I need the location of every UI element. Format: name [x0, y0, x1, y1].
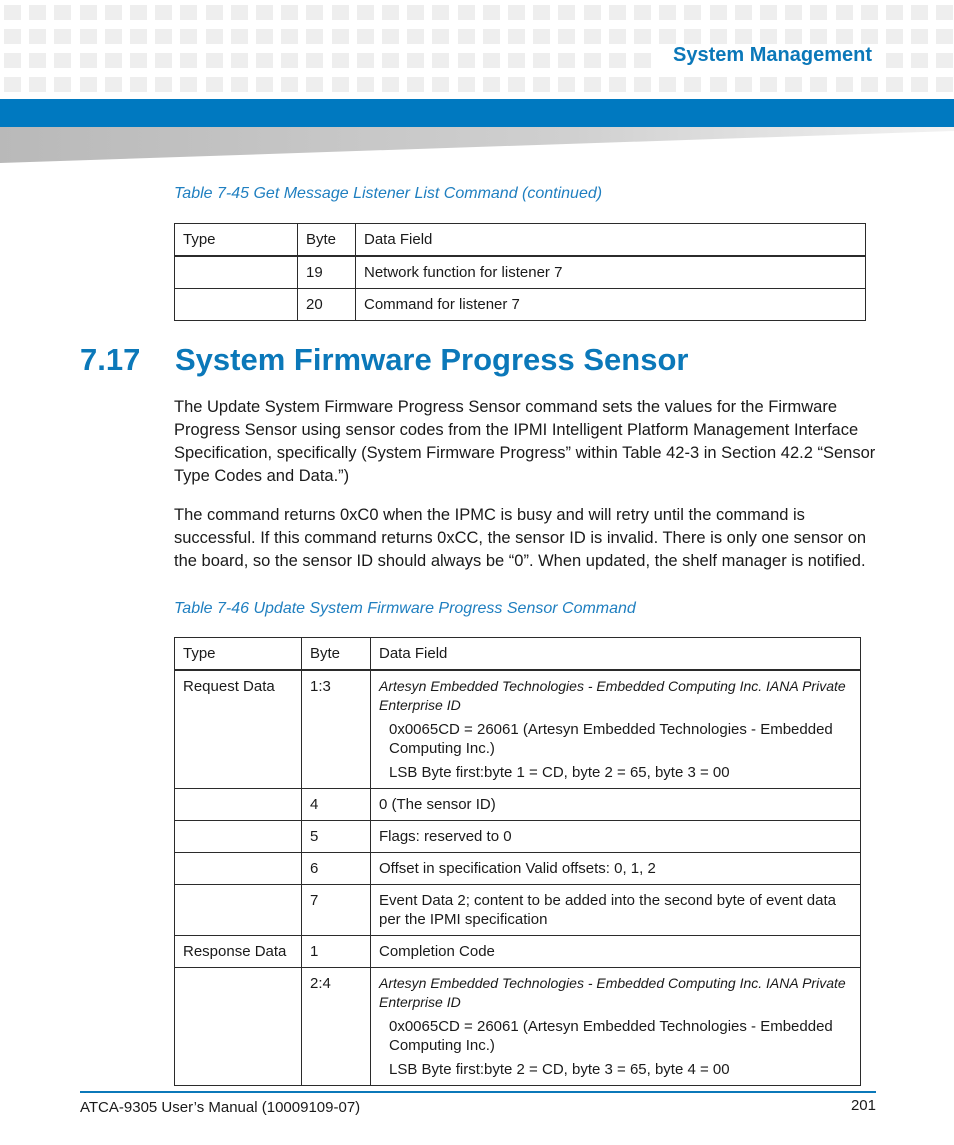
field-cell: Network function for listener 7 — [356, 256, 866, 289]
field-line: 0x0065CD = 26061 (Artesyn Embedded Technologies - Embedded Computing Inc.) — [389, 721, 833, 757]
pattern-square — [130, 77, 147, 92]
column-header: Type — [175, 638, 302, 671]
field-cell: Flags: reserved to 0 — [371, 821, 861, 853]
pattern-square — [936, 53, 953, 68]
listener-table — [174, 223, 866, 321]
pattern-square — [710, 5, 727, 20]
pattern-square — [432, 53, 449, 68]
pattern-square — [231, 29, 248, 44]
pattern-square — [231, 5, 248, 20]
table-row — [175, 670, 861, 789]
pattern-square — [256, 77, 273, 92]
pattern-square — [206, 53, 223, 68]
byte-cell: 6 — [302, 853, 371, 885]
byte-cell: 20 — [298, 289, 356, 321]
pattern-square — [508, 5, 525, 20]
pattern-square — [684, 77, 701, 92]
pattern-square — [130, 29, 147, 44]
type-cell — [175, 821, 302, 853]
pattern-square — [634, 53, 651, 68]
pattern-square — [256, 5, 273, 20]
pattern-square — [105, 53, 122, 68]
pattern-square — [306, 53, 323, 68]
pattern-square — [155, 53, 172, 68]
table-row — [175, 256, 866, 289]
type-cell — [175, 789, 302, 821]
table-row — [175, 821, 861, 853]
section-heading — [80, 342, 688, 378]
pattern-square — [609, 77, 626, 92]
pattern-square — [105, 77, 122, 92]
pattern-square — [432, 29, 449, 44]
pattern-square — [483, 5, 500, 20]
pattern-square — [936, 77, 953, 92]
pattern-square — [180, 5, 197, 20]
pattern-square — [407, 5, 424, 20]
pattern-square — [256, 29, 273, 44]
section-title: System Firmware Progress Sensor — [175, 342, 689, 377]
pattern-square — [533, 29, 550, 44]
pattern-square — [609, 5, 626, 20]
pattern-square — [332, 77, 349, 92]
pattern-square — [407, 77, 424, 92]
pattern-square — [180, 29, 197, 44]
pattern-square — [936, 5, 953, 20]
pattern-square — [306, 29, 323, 44]
column-header: Type — [175, 224, 298, 257]
pattern-square — [634, 5, 651, 20]
pattern-square — [584, 53, 601, 68]
type-cell: Request Data — [175, 670, 302, 789]
pattern-square — [357, 77, 374, 92]
pattern-square — [29, 29, 46, 44]
pattern-square — [533, 77, 550, 92]
pattern-square — [886, 29, 903, 44]
pattern-square — [558, 29, 575, 44]
pattern-square — [155, 77, 172, 92]
pattern-square — [458, 29, 475, 44]
pattern-square — [861, 29, 878, 44]
pattern-square — [281, 5, 298, 20]
field-line: 0x0065CD = 26061 (Artesyn Embedded Technologies - Embedded Computing Inc.) — [389, 1018, 833, 1054]
pattern-square — [54, 77, 71, 92]
pattern-square — [911, 53, 928, 68]
field-cell: 0 (The sensor ID) — [371, 789, 861, 821]
pattern-square — [609, 53, 626, 68]
table-caption: Table 7-46 Update System Firmware Progress Sensor Command — [174, 600, 636, 617]
pattern-square — [155, 29, 172, 44]
page-number: 201 — [850, 1097, 876, 1114]
type-cell — [175, 256, 298, 289]
pattern-square — [281, 77, 298, 92]
pattern-square — [508, 77, 525, 92]
footer-rule — [80, 1091, 876, 1093]
pattern-square — [332, 29, 349, 44]
pattern-square — [911, 29, 928, 44]
field-italic: Artesyn Embedded Technologies - Embedded Computing Inc. IANA Private Enterprise ID — [379, 678, 846, 713]
pattern-square — [382, 29, 399, 44]
pattern-square — [634, 77, 651, 92]
pattern-square — [357, 5, 374, 20]
type-cell — [175, 289, 298, 321]
byte-cell: 1 — [302, 936, 371, 968]
byte-cell: 7 — [302, 885, 371, 936]
pattern-square — [861, 77, 878, 92]
column-header: Byte — [298, 224, 356, 257]
body-paragraph: The Update System Firmware Progress Sensor command sets the values for the Firmware Progress Sensor using sensor codes from the IPMI Intelligent Platform Management Interface Specification, specifically (System Firmware Progress” within Table 42-3 in Section 42.2 “Sensor Type Codes and Data.”) — [174, 398, 876, 485]
pattern-square — [105, 5, 122, 20]
pattern-square — [684, 5, 701, 20]
pattern-square — [4, 77, 21, 92]
pattern-square — [659, 77, 676, 92]
pattern-square — [886, 53, 903, 68]
pattern-square — [861, 5, 878, 20]
pattern-square — [4, 5, 21, 20]
pattern-square — [54, 53, 71, 68]
pattern-square — [458, 5, 475, 20]
pattern-square — [206, 5, 223, 20]
pattern-square — [508, 53, 525, 68]
pattern-square — [357, 29, 374, 44]
type-cell: Response Data — [175, 936, 302, 968]
pattern-square — [432, 77, 449, 92]
table-row — [175, 968, 861, 1086]
type-cell — [175, 853, 302, 885]
pattern-square — [936, 29, 953, 44]
pattern-square — [332, 53, 349, 68]
pattern-square — [80, 77, 97, 92]
pattern-square — [357, 53, 374, 68]
table-header-row — [175, 224, 866, 257]
table-row — [175, 853, 861, 885]
pattern-square — [634, 29, 651, 44]
pattern-square — [281, 53, 298, 68]
pattern-square — [80, 29, 97, 44]
pattern-square — [130, 5, 147, 20]
pattern-square — [206, 29, 223, 44]
pattern-square — [407, 53, 424, 68]
pattern-square — [735, 29, 752, 44]
pattern-square — [458, 53, 475, 68]
pattern-square — [155, 5, 172, 20]
pattern-square — [483, 53, 500, 68]
pattern-square — [231, 53, 248, 68]
pattern-square — [584, 77, 601, 92]
pattern-square — [29, 5, 46, 20]
pattern-square — [432, 5, 449, 20]
pattern-square — [483, 77, 500, 92]
table-row — [175, 936, 861, 968]
pattern-square — [332, 5, 349, 20]
column-header: Data Field — [356, 224, 866, 257]
pattern-square — [684, 29, 701, 44]
pattern-square — [180, 53, 197, 68]
field-line: LSB Byte first:byte 2 = CD, byte 3 = 65, byte 4 = 00 — [389, 1061, 730, 1078]
pattern-square — [760, 77, 777, 92]
byte-cell: 4 — [302, 789, 371, 821]
pattern-square — [836, 77, 853, 92]
pattern-square — [458, 77, 475, 92]
pattern-square — [80, 53, 97, 68]
pattern-square — [785, 77, 802, 92]
running-header: System Management — [673, 44, 872, 66]
pattern-square — [609, 29, 626, 44]
field-italic: Artesyn Embedded Technologies - Embedded Computing Inc. IANA Private Enterprise ID — [379, 975, 846, 1010]
pattern-square — [911, 77, 928, 92]
field-cell — [371, 670, 861, 789]
pattern-square — [710, 29, 727, 44]
pattern-square — [886, 77, 903, 92]
pattern-square — [735, 77, 752, 92]
pattern-square — [836, 5, 853, 20]
byte-cell: 1:3 — [302, 670, 371, 789]
table-row — [175, 289, 866, 321]
footer-manual-title: ATCA-9305 User’s Manual (10009109-07) — [80, 1099, 361, 1116]
table-header-row — [175, 638, 861, 671]
pattern-square — [810, 77, 827, 92]
pattern-square — [54, 29, 71, 44]
field-cell — [371, 968, 861, 1086]
pattern-square — [533, 5, 550, 20]
type-cell — [175, 968, 302, 1086]
pattern-square — [54, 5, 71, 20]
body-paragraph: The command returns 0xC0 when the IPMC is busy and will retry until the command is successful. If this command returns 0xCC, the sensor ID is invalid. There is only one sensor on the board, so the sensor ID should always be “0”. When updated, the shelf manager is notified. — [174, 506, 867, 570]
section-number: 7.17 — [80, 342, 141, 377]
pattern-square — [382, 53, 399, 68]
type-cell — [175, 885, 302, 936]
column-header: Byte — [302, 638, 371, 671]
field-cell: Offset in specification Valid offsets: 0, 1, 2 — [371, 853, 861, 885]
table-row — [175, 789, 861, 821]
pattern-square — [231, 77, 248, 92]
sensor-command-table — [174, 637, 861, 1086]
pattern-square — [760, 5, 777, 20]
pattern-square — [785, 29, 802, 44]
table-row — [175, 885, 861, 936]
pattern-square — [407, 29, 424, 44]
header-wedge — [0, 127, 954, 163]
pattern-square — [584, 29, 601, 44]
pattern-square — [558, 5, 575, 20]
table-caption: Table 7-45 Get Message Listener List Command (continued) — [174, 185, 603, 202]
pattern-square — [206, 77, 223, 92]
pattern-square — [584, 5, 601, 20]
pattern-square — [29, 77, 46, 92]
pattern-square — [911, 5, 928, 20]
pattern-square — [256, 53, 273, 68]
pattern-square — [886, 5, 903, 20]
pattern-square — [810, 29, 827, 44]
pattern-square — [508, 29, 525, 44]
pattern-square — [80, 5, 97, 20]
column-header: Data Field — [371, 638, 861, 671]
byte-cell: 2:4 — [302, 968, 371, 1086]
byte-cell: 19 — [298, 256, 356, 289]
header-band — [0, 99, 954, 127]
pattern-square — [105, 29, 122, 44]
pattern-square — [810, 5, 827, 20]
pattern-square — [382, 77, 399, 92]
pattern-square — [382, 5, 399, 20]
pattern-square — [710, 77, 727, 92]
pattern-square — [4, 29, 21, 44]
pattern-square — [558, 77, 575, 92]
pattern-square — [4, 53, 21, 68]
pattern-square — [760, 29, 777, 44]
pattern-square — [533, 53, 550, 68]
byte-cell: 5 — [302, 821, 371, 853]
pattern-square — [180, 77, 197, 92]
pattern-square — [836, 29, 853, 44]
pattern-square — [483, 29, 500, 44]
field-cell: Command for listener 7 — [356, 289, 866, 321]
pattern-square — [659, 29, 676, 44]
pattern-square — [785, 5, 802, 20]
pattern-square — [735, 5, 752, 20]
pattern-square — [281, 29, 298, 44]
pattern-square — [306, 77, 323, 92]
field-cell: Completion Code — [371, 936, 861, 968]
field-cell: Event Data 2; content to be added into the second byte of event data per the IPMI specification — [371, 885, 861, 936]
pattern-square — [29, 53, 46, 68]
pattern-square — [306, 5, 323, 20]
pattern-square — [659, 5, 676, 20]
pattern-square — [558, 53, 575, 68]
pattern-square — [130, 53, 147, 68]
field-line: LSB Byte first:byte 1 = CD, byte 2 = 65, byte 3 = 00 — [389, 764, 730, 781]
